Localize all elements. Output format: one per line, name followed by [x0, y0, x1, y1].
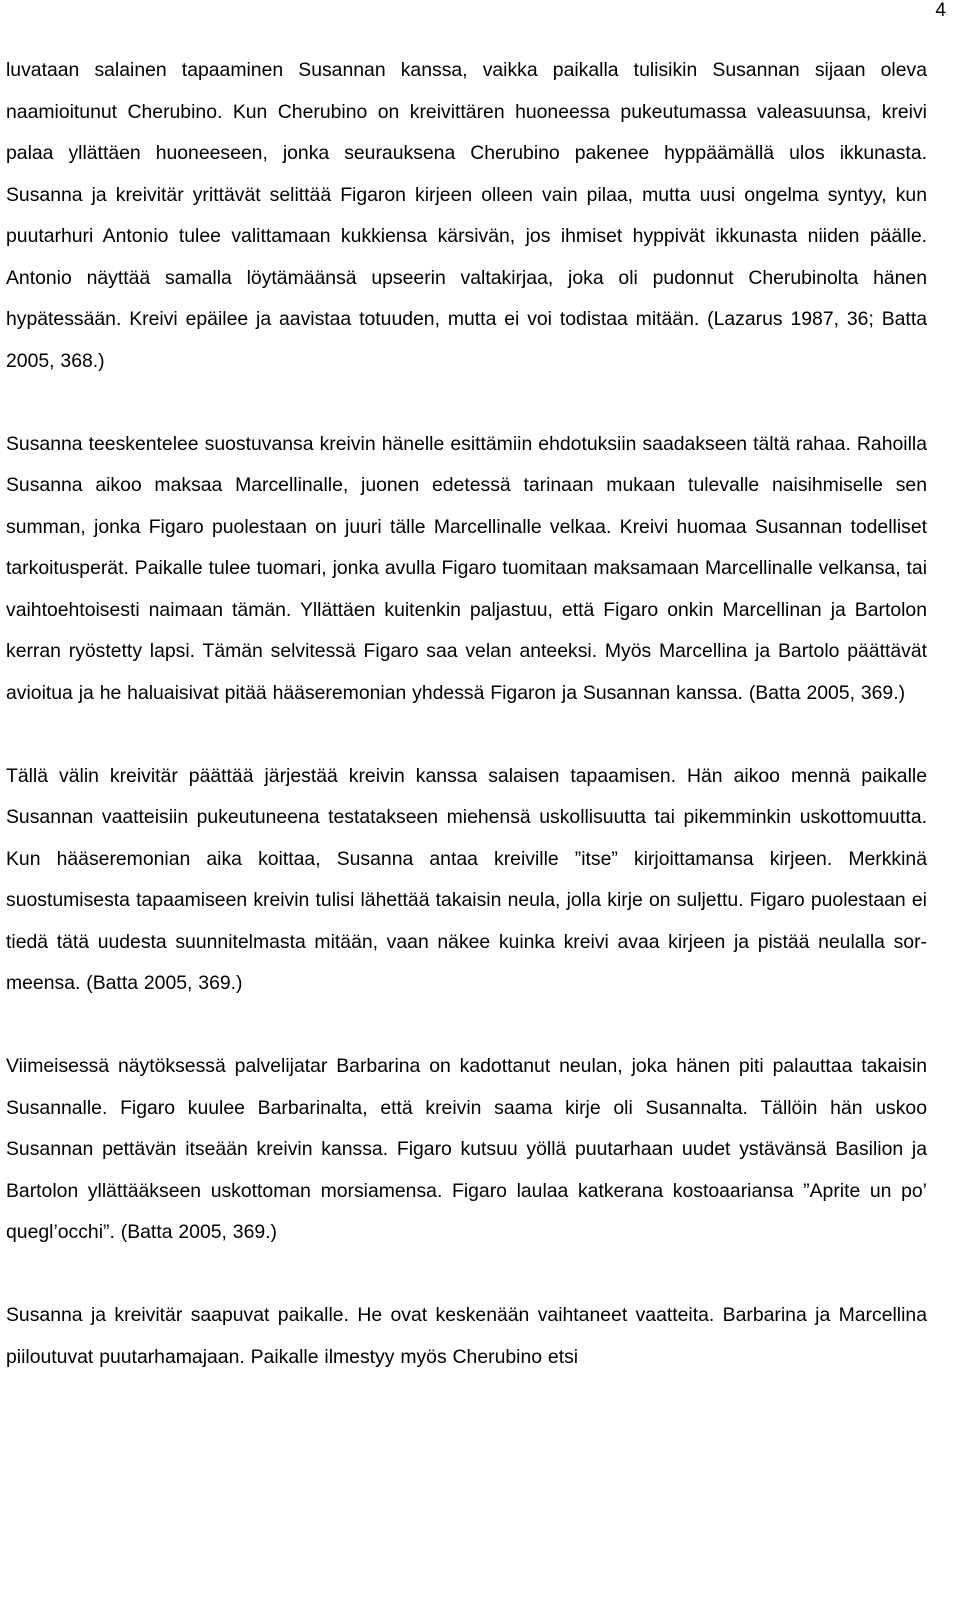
- paragraph-4: Viimeisessä näytöksessä palvelijatar Barbarina on kadottanut neulan, joka hänen piti palauttaa takaisin Susannalle. Figaro kuulee Barbarinalta, että kreivin saama kirje oli Susannalta. Tällöin hän uskoo Susannan pettävän itseään kreivin kanssa. Figaro kutsuu yöllä puutarhaan uudet ystävänsä Basilion ja Bartolon yllättääkseen uskottoman morsiamensa. Figaro laulaa katkerana kostoaariansa ”Aprite un po’ quegl’occhi”. (Batta 2005, 369.): [6, 1055, 927, 1243]
- page-number: 4: [935, 0, 946, 21]
- paragraph-1: luvataan salainen tapaaminen Susannan kanssa, vaikka paikalla tulisikin Susannan sijaan oleva naamioitunut Cherubino. Kun Cherubino on kreivittären huoneessa pukeutumassa valeasuunsa, kreivi palaa yllättäen huoneeseen, jonka seurauksena Cherubino pakenee hyppäämällä ulos ikkunasta. Susanna ja kreivitär yrittävät selittää Figaron kirjeen olleen vain pilaa, mutta uusi ongelma syntyy, kun puutarhuri Antonio tulee valittamaan kukkiensa kärsivän, jos ihmiset hyppivät ikkunasta niiden päälle. Antonio näyttää samalla löytämäänsä upseerin valtakirjaa, joka oli pudonnut Cherubinolta hänen hypätessään. Kreivi epäilee ja aavistaa totuuden, mutta ei voi todistaa mitään. (Lazarus 1987, 36; Batta 2005, 368.): [6, 59, 927, 372]
- paragraph-5: Susanna ja kreivitär saapuvat paikalle. He ovat keskenään vaihtaneet vaatteita. Barbarina ja Marcellina piiloutuvat puutarhamajaan. Paikalle ilmestyy myös Cherubino etsi: [6, 1304, 927, 1368]
- paragraph-2: Susanna teeskentelee suostuvansa kreivin hänelle esittämiin ehdotuksiin saadakseen tältä rahaa. Rahoilla Susanna aikoo maksaa Marcellinalle, juonen edetessä tarinaan mukaan tulevalle naisihmiselle sen summan, jonka Figaro puolestaan on juuri tälle Marcellinalle velkaa. Kreivi huomaa Susannan todelliset tarkoitusperät. Paikalle tulee tuomari, jonka avulla Figaro tuomitaan maksamaan Marcellinalle velkansa, tai vaihtoehtoisesti naimaan tämän. Yllättäen kuitenkin paljastuu, että Figaro onkin Marcellinan ja Bartolon kerran ryöstetty lapsi. Tämän selvitessä Figaro saa velan anteeksi. Myös Marcellina ja Bartolo päättävät avioitua ja he haluaisivat pitää hääseremonian yhdessä Figaron ja Susannan kanssa. (Batta 2005, 369.): [6, 432, 927, 704]
- paragraph-3: Tällä välin kreivitär päättää järjestää kreivin kanssa salaisen tapaamisen. Hän aikoo mennä paikalle Susannan vaatteisiin pukeutuneena testatakseen miehensä uskollisuutta tai pikemminkin uskottomuutta. Kun hääseremonian aika koittaa, Susanna antaa kreiville ”itse” kirjoittamansa kirjeen. Merkkinä suostumisesta tapaamiseen kreivin tulisi lähettää takaisin neula, jolla kirje on suljettu. Figaro puolestaan ei tiedä tätä uudesta suunnitelmasta mitään, vaan näkee kuinka kreivi avaa kirjeen ja pistää neulalla sormeensa. (Batta 2005, 369.): [6, 764, 927, 994]
- document-body: [6, 50, 927, 1378]
